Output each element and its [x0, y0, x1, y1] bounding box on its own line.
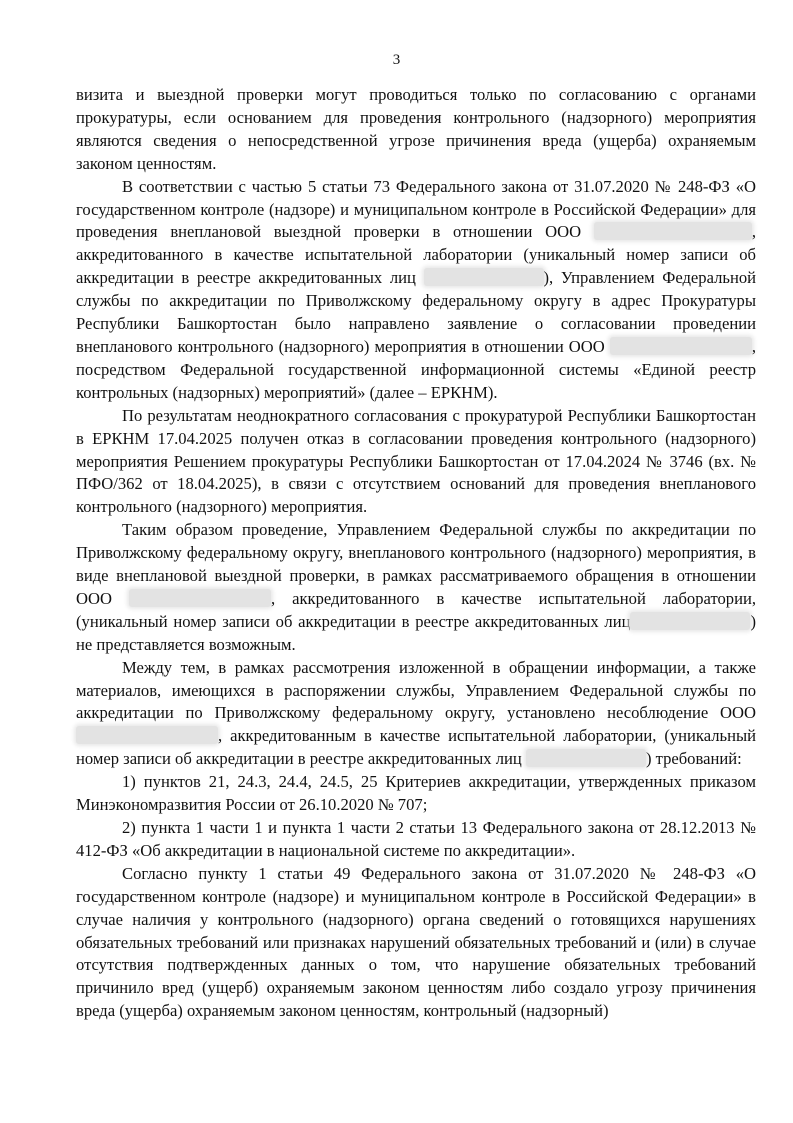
list-item-1: 1) пунктов 21, 24.3, 24.4, 24.5, 25 Критериев аккредитации, утвержденных приказом Минэкономразвития России от 26.10.2020 № 707; [76, 772, 756, 815]
paragraph-1 [76, 176, 756, 405]
paragraph-1-part-d: , посредством Федеральной государственной информационной системы «Единой реестр контрольных (надзорных) мероприятий» (далее – ЕРКНМ). [76, 336, 756, 402]
paragraph-4-part-b: , аккредитованным в качестве испытательной лаборатории, (уникальный номер записи об аккредитации в реестре аккредитованных лиц [76, 726, 756, 769]
paragraph-4-part-a: Между тем, в рамках рассмотрения изложенной в обращении информации, а также материалов, имеющихся в распоряжении службы, Управлением Федеральной службы по аккредитации по Приволжскому федеральному округу, установлено несоблюдение ООО [76, 657, 756, 723]
paragraph-3 [76, 519, 756, 656]
page-number: 3 [392, 52, 401, 68]
redacted-company-name [129, 589, 271, 607]
paragraph-4-part-c: ) требований: [645, 749, 742, 769]
redacted-company-name [610, 337, 752, 355]
redacted-company-name [594, 222, 752, 240]
document-body [76, 84, 756, 1023]
redacted-accreditation-number [526, 749, 646, 767]
paragraph-1-part-c: ), Управлением Федеральной службы по аккредитации по Приволжскому федеральному округу в адрес Прокуратуры Республики Башкортостан было направлено заявление о согласовании проведении внепланового контрольного (надзорного) мероприятия в отношении ООО [76, 268, 756, 356]
paragraph-3-part-a: Таким образом проведение, Управлением Федеральной службы по аккредитации по Приволжскому федеральному округу, внепланового контрольного (надзорного) мероприятия, в виде внеплановой выездной проверки, в рамках рассматриваемого обращения в отношении ООО [76, 520, 756, 608]
paragraph-1-part-a: В соответствии с частью 5 статьи 73 Федерального закона от 31.07.2020 № 248-ФЗ «О государственном контроле (надзоре) и муниципальном контроле в Российской Федерации» для проведения внеплановой выездной проверки в отношении ООО [76, 176, 756, 242]
redacted-company-name [76, 726, 218, 744]
paragraph-3-part-c: ) не представляется возможным. [76, 611, 756, 654]
paragraph-0: визита и выездной проверки могут проводиться только по согласованию с органами прокуратуры, если основанием для проведения контрольного (надзорного) мероприятия являются сведения о непосредственной угрозе причинения вреда (ущерба) охраняемым законом ценностям. [76, 85, 756, 173]
paragraph-4 [76, 657, 756, 772]
paragraph-1-part-b: , аккредитованного в качестве испытательной лаборатории (уникальный номер записи об аккредитации в реестре аккредитованных лиц [76, 222, 756, 288]
redacted-accreditation-number [630, 612, 750, 630]
paragraph-7: Согласно пункту 1 статьи 49 Федерального закона от 31.07.2020 № 248-ФЗ «О государственном контроле (надзоре) и муниципальном контроле в Российской Федерации» в случае наличия у контрольного (надзорного) органа сведений о готовящихся нарушениях обязательных требований или признаках нарушений обязательных требований и (или) в случае отсутствия подтвержденных данных о том, что нарушение обязательных требований причинило вред (ущерб) охраняемым законом ценностям либо создало угрозу причинения вреда (ущерба) охраняемым законом ценностям, контрольный (надзорный) [76, 863, 756, 1021]
redacted-accreditation-number [424, 268, 544, 286]
paragraph-2: По результатам неоднократного согласования с прокуратурой Республики Башкортостан в ЕРКНМ 17.04.2025 получен отказ в согласовании проведения контрольного (надзорного) мероприятия Решением прокуратуры Республики Башкортостан от 17.04.2024 № 3746 (вх. № ПФО/362 от 18.04.2025), в связи с отсутствием оснований для проведения внепланового контрольного (надзорного) мероприятия. [76, 405, 756, 517]
list-item-2: 2) пункта 1 части 1 и пункта 1 части 2 статьи 13 Федерального закона от 28.12.2013 № 412-ФЗ «Об аккредитации в национальной системе по аккредитации». [76, 818, 756, 860]
paragraph-3-part-b: , аккредитованного в качестве испытательной лаборатории, (уникальный номер записи об аккредитации в реестре аккредитованных лиц [76, 588, 756, 631]
